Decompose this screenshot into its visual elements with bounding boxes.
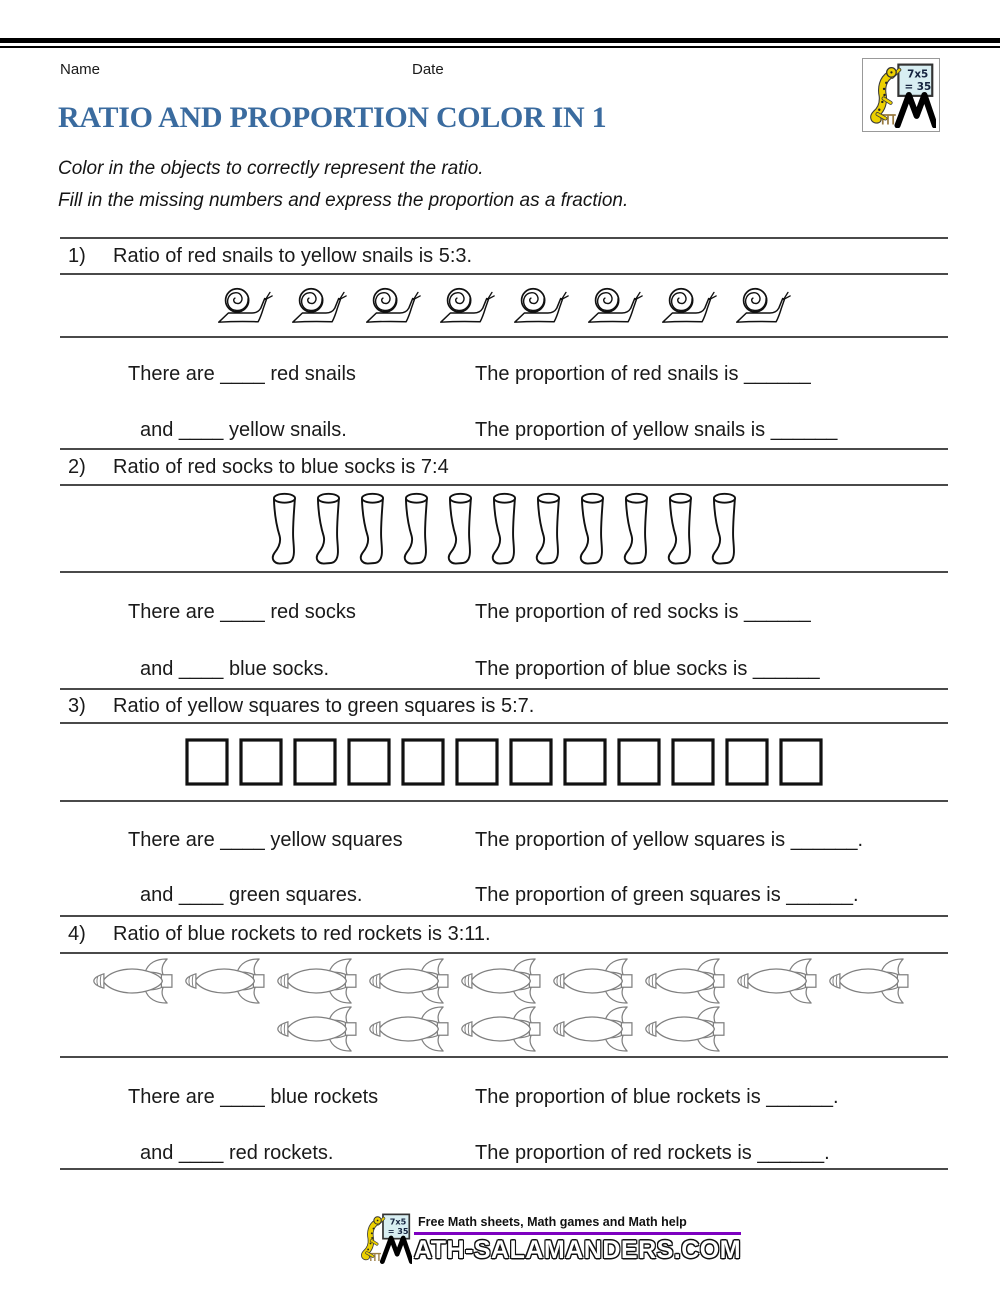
answer-right-text: The proportion of yellow squares is ______. <box>475 829 864 851</box>
icon-row <box>185 738 823 786</box>
rocket-icon <box>551 1006 641 1052</box>
worksheet-body <box>60 237 948 1170</box>
square-icon <box>293 738 337 786</box>
square-icon <box>779 738 823 786</box>
sock-icon <box>623 492 650 566</box>
problem-4 <box>60 915 948 1168</box>
square-icon <box>185 738 229 786</box>
square-icon <box>401 738 445 786</box>
footer-wordmark: ATH-SALAMANDERS.COM <box>414 1236 742 1264</box>
svg-text:= 35: = 35 <box>904 80 932 93</box>
answer-left-text: and ____ green squares. <box>140 884 363 906</box>
snail-icon <box>439 284 495 328</box>
footer-tagline: Free Math sheets, Math games and Math help <box>418 1215 687 1229</box>
problem-3 <box>60 688 948 915</box>
footer-divider <box>414 1232 741 1235</box>
square-icon <box>239 738 283 786</box>
problem-prompt: Ratio of red snails to yellow snails is 5:3. <box>113 244 473 267</box>
answer-left-text: and ____ yellow snails. <box>140 419 347 441</box>
instruction-line-1: Color in the objects to correctly represent the ratio. <box>58 158 484 179</box>
problem-answers <box>60 1056 948 1168</box>
rocket-icon <box>367 1006 457 1052</box>
square-icon <box>725 738 769 786</box>
rocket-icon <box>459 1006 549 1052</box>
square-icon <box>563 738 607 786</box>
problem-answers <box>60 800 948 915</box>
date-field-label: Date <box>412 61 444 78</box>
problem-header <box>60 448 948 484</box>
name-field-label: Name <box>60 61 101 78</box>
answer-line <box>60 657 948 681</box>
answer-right-text: The proportion of red snails is ______ <box>475 363 811 385</box>
rocket-icon <box>735 958 825 1004</box>
rocket-icon <box>459 958 549 1004</box>
snail-icon <box>587 284 643 328</box>
answer-left-text: and ____ blue socks. <box>140 658 330 680</box>
problem-number: 2) <box>68 455 86 478</box>
answer-right-text: The proportion of red rockets is ______. <box>475 1142 830 1164</box>
answer-line <box>60 883 948 907</box>
square-icon <box>347 738 391 786</box>
snail-icon <box>513 284 569 328</box>
sock-icon <box>579 492 606 566</box>
square-icon <box>455 738 499 786</box>
answer-right-text: The proportion of yellow snails is ______ <box>475 419 838 441</box>
rocket-icon <box>367 958 457 1004</box>
answer-line <box>60 362 948 386</box>
answer-left-text: There are ____ red snails <box>128 363 356 385</box>
svg-text:7x5: 7x5 <box>389 1216 407 1227</box>
sock-icon <box>315 492 342 566</box>
square-icon <box>617 738 661 786</box>
problem-number: 4) <box>68 923 86 945</box>
answer-line <box>60 418 948 442</box>
rocket-icon <box>91 958 181 1004</box>
rocket-icon <box>643 958 733 1004</box>
footer <box>358 1212 741 1269</box>
answer-left-text: and ____ red rockets. <box>140 1142 334 1164</box>
rocket-icon <box>551 958 641 1004</box>
sock-icon <box>403 492 430 566</box>
answer-right-text: The proportion of blue socks is ______ <box>475 658 820 680</box>
footer-text-block <box>414 1212 741 1265</box>
problem-prompt: Ratio of red socks to blue socks is 7:4 <box>113 455 449 478</box>
sock-icon <box>271 492 298 566</box>
answer-right-text: The proportion of green squares is ______. <box>475 884 859 906</box>
icon-row <box>217 284 791 328</box>
answer-left-text: There are ____ blue rockets <box>128 1086 379 1108</box>
top-border-thin <box>0 46 1000 48</box>
snail-icon <box>661 284 717 328</box>
sock-icon <box>359 492 386 566</box>
problem-answers <box>60 571 948 688</box>
answer-right-text: The proportion of red socks is ______ <box>475 601 811 623</box>
problem-answers <box>60 336 948 448</box>
rocket-icon <box>183 958 273 1004</box>
problem-icons <box>60 273 948 336</box>
square-icon <box>671 738 715 786</box>
top-border-thick <box>0 38 1000 43</box>
snail-icon <box>217 284 273 328</box>
problem-header <box>60 688 948 722</box>
salamander-logo-icon <box>866 62 936 128</box>
answer-line <box>60 1085 948 1109</box>
footer-salamander-logo <box>358 1212 412 1269</box>
sock-icon <box>447 492 474 566</box>
icon-row <box>275 1006 733 1052</box>
answer-line <box>60 1141 948 1165</box>
problem-icons <box>60 484 948 571</box>
instruction-line-2: Fill in the missing numbers and express the proportion as a fraction. <box>58 190 629 211</box>
snail-icon <box>365 284 421 328</box>
icon-row <box>271 492 738 566</box>
answer-line <box>60 600 948 624</box>
sock-icon <box>535 492 562 566</box>
problem-icons <box>60 722 948 800</box>
snail-icon <box>291 284 347 328</box>
problem-1 <box>60 237 948 448</box>
sock-icon <box>667 492 694 566</box>
rocket-icon <box>827 958 917 1004</box>
problem-2 <box>60 448 948 688</box>
problem-number: 3) <box>68 694 86 717</box>
answer-right-text: The proportion of blue rockets is ______. <box>475 1086 839 1108</box>
problem-header <box>60 237 948 273</box>
icon-row <box>91 958 917 1004</box>
page-title: RATIO AND PROPORTION COLOR IN 1 <box>58 101 607 134</box>
problem-prompt: Ratio of yellow squares to green squares is 5:7. <box>113 694 535 717</box>
answer-line <box>60 828 948 852</box>
salamander-logo-icon <box>358 1212 412 1264</box>
sock-icon <box>711 492 738 566</box>
rocket-icon <box>643 1006 733 1052</box>
sock-icon <box>491 492 518 566</box>
answer-left-text: There are ____ yellow squares <box>128 829 403 851</box>
svg-text:= 35: = 35 <box>387 1225 409 1236</box>
answer-left-text: There are ____ red socks <box>128 601 356 623</box>
snail-icon <box>735 284 791 328</box>
problem-prompt: Ratio of blue rockets to red rockets is 3:11. <box>113 923 491 945</box>
math-salamanders-logo <box>862 58 940 132</box>
svg-text:7x5: 7x5 <box>907 68 929 81</box>
problem-number: 1) <box>68 244 86 267</box>
rocket-icon <box>275 1006 365 1052</box>
problem-icons <box>60 952 948 1056</box>
problem-header <box>60 915 948 952</box>
rocket-icon <box>275 958 365 1004</box>
square-icon <box>509 738 553 786</box>
